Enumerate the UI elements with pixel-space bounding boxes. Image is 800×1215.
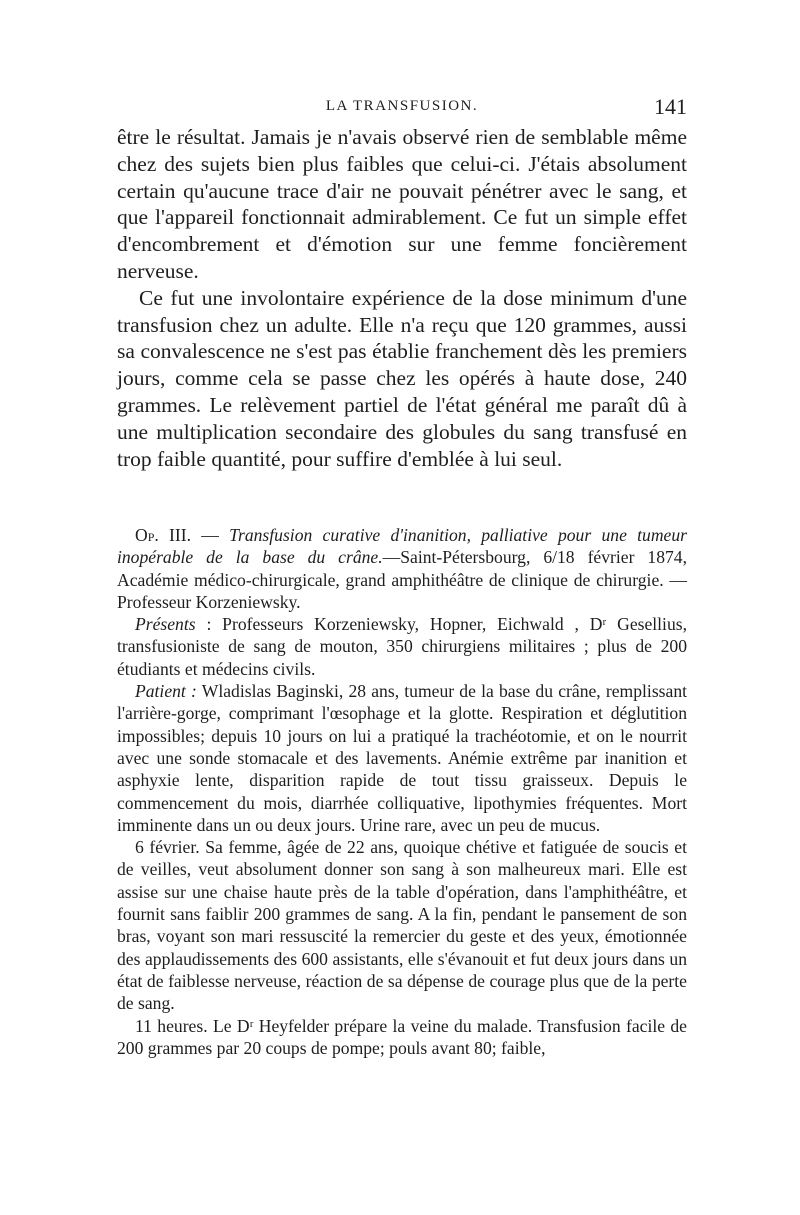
presents-text: : Professeurs Korzeniewsky, Hopner, Eichwald , Dʳ Gesellius, transfusioniste de sang de mouton, 350 chirurgiens militaires ; plus de 200 étudiants et médecins civils. (117, 614, 687, 679)
running-head (117, 94, 687, 124)
main-text (117, 124, 687, 472)
observation-heading (117, 524, 687, 613)
paragraph-1: être le résultat. Jamais je n'avais observé rien de semblable même chez des sujets bien plus faibles que celui-ci. J'étais absolument certain qu'aucune trace d'air ne pouvait pénétrer avec le sang, et que l'appareil fonctionnait admirablement. Ce fut un simple effet d'encombrement et d'émotion sur une femme foncièrement nerveuse. (117, 125, 687, 283)
presents-paragraph (117, 613, 687, 680)
running-head-title: LA TRANSFUSION. (325, 98, 479, 114)
presents-label: Présents (135, 614, 196, 635)
observation-title-rest: —Saint-Pétersbourg, 6/18 février 1874, Académie médico-chirurgicale, grand amphithéâtre de clinique de chirurgie. — Professeur Korzeniewsky. (117, 547, 687, 612)
observation-title: Transfusion curative d'inanition, palliative pour une tumeur inopérable de la base du crâne. (117, 525, 687, 568)
page-number: 141 (654, 94, 687, 119)
feb6-paragraph: 6 février. Sa femme, âgée de 22 ans, quoique chétive et fatiguée de soucis et de veilles, veut absolument donner son sang à son malheureux mari. Elle est assise sur une chaise haute près de la table d'opération, dans l'amphithéâtre, et fournit sans faiblir 200 grammes de sang. A la fin, pendant le pansement de son bras, voyant son mari ressuscité la remercier du geste et des yeux, émotionnée des applaudissements des 600 assistants, elle s'évanouit et fut deux jours dans un état de faiblesse nerveuse, réaction de sa dépense de courage plus que de la perte de sang. (117, 837, 687, 1014)
hours11-paragraph: 11 heures. Le Dʳ Heyfelder prépare la veine du malade. Transfusion facile de 200 grammes par 20 coups de pompe; pouls avant 80; faible, (117, 1015, 687, 1058)
observation-label: Op. III. (135, 525, 192, 545)
observation-dash: — (191, 525, 230, 545)
observation-block (117, 524, 687, 1059)
patient-label: Patient : (135, 681, 197, 702)
patient-text: Wladislas Baginski, 28 ans, tumeur de la base du crâne, remplissant l'arrière-gorge, comprimant l'œsophage et la glotte. Respiration et déglutition impossibles; depuis 10 jours on lui a pratiqué la trachéotomie, et on le nourrit avec une sonde stomacale et des lavements. Anémie extrême par inanition et asphyxie lente, disparition rapide de tout tissu graisseux. Depuis le commencement du mois, diarrhée colliquative, lipothymies fréquentes. Mort imminente dans un ou deux jours. Urine rare, avec un peu de mucus. (117, 681, 688, 835)
patient-paragraph (117, 680, 687, 836)
paragraph-2: Ce fut une involontaire expérience de la dose minimum d'une transfusion chez un adulte. Elle n'a reçu que 120 grammes, aussi sa convalescence ne s'est pas établie franchement dès les premiers jours, comme cela se passe chez les opérés à haute dose, 240 grammes. Le relèvement partiel de l'état général me paraît dû à une multiplication secondaire des globules du sang transfusé en trop faible quantité, pour suffire d'emblée à lui seul. (117, 285, 687, 471)
